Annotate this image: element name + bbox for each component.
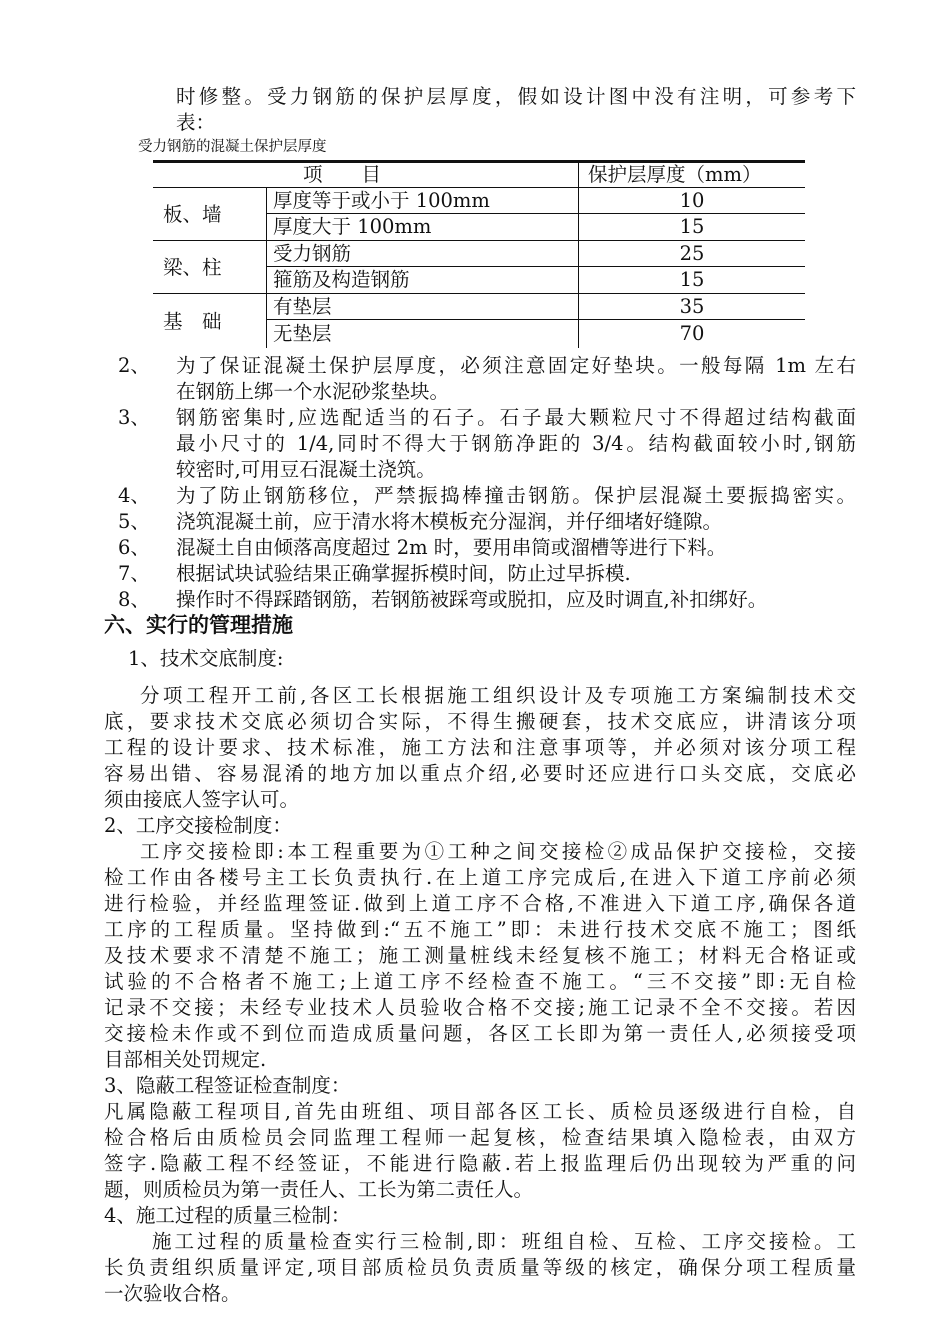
table-header-thickness: 保护层厚度（mm） <box>588 163 762 186</box>
list-item-line: 较密时,可用豆石混凝土浇筑。 <box>176 458 436 481</box>
section-heading: 六、实行的管理措施 <box>104 612 293 637</box>
table-cell-desc: 箍筋及构造钢筋 <box>273 268 410 291</box>
table-cell-desc: 有垫层 <box>273 295 332 318</box>
paragraph-line: 检工作由各楼号主工长负责执行.在上道工序完成后,在进入下道工序前必须 <box>104 866 856 889</box>
paragraph-line: 检合格后由质检员会同监理工程师一起复核，检查结果填入隐检表，由双方 <box>104 1126 856 1149</box>
paragraph-line: 试验的不合格者不施工;上道工序不经检查不施工。“三不交接”即:无自检 <box>104 970 856 993</box>
paragraph-line: 容易出错、容易混淆的地方加以重点介绍,必要时还应进行口头交底，交底必 <box>104 762 856 785</box>
list-item-number: 6、 <box>118 536 150 559</box>
paragraph-line: 须由接底人签字认可。 <box>104 788 300 811</box>
table-group-name: 基 础 <box>163 310 222 333</box>
paragraph-line: 及技术要求不清楚不施工；施工测量桩线未经复核不施工；材料无合格证或 <box>104 944 856 967</box>
table-header-item: 项 目 <box>303 163 382 186</box>
list-item-line: 根据试块试验结果正确掌握拆模时间，防止过早拆模. <box>176 562 631 585</box>
paragraph-line: 长负责组织质量评定,项目部质检员负责质量等级的核定，确保分项工程质量 <box>104 1256 856 1279</box>
paragraph-line: 底，要求技术交底必须切合实际，不得生搬硬套，技术交底应，讲清该分项 <box>104 710 856 733</box>
list-item-line: 操作时不得踩踏钢筋，若钢筋被踩弯或脱扣，应及时调直,补扣绑好。 <box>176 588 768 611</box>
table-cell-value: 15 <box>679 268 705 291</box>
paragraph-line: 进行检验，并经监理签证.做到上道工序不合格,不准进入下道工序,确保各道 <box>104 892 856 915</box>
paragraph-line: 工程的设计要求、技术标准，施工方法和注意事项等，并必须对该分项工程 <box>104 736 856 759</box>
list-item-line: 混凝土自由倾落高度超过 2m 时，要用串筒或溜槽等进行下料。 <box>176 536 727 559</box>
paragraph-line: 目部相关处罚规定. <box>104 1048 267 1071</box>
list-item-line: 浇筑混凝土前，应于清水将木模板充分湿润，并仔细堵好缝隙。 <box>176 510 723 533</box>
table-cell-value: 10 <box>679 189 705 212</box>
table-cell-value: 70 <box>679 322 705 345</box>
paragraph-line: 分项工程开工前,各区工长根据施工组织设计及专项施工方案编制技术交 <box>140 684 856 707</box>
table-group-name: 板、墙 <box>163 203 222 226</box>
list-item-number: 8、 <box>118 588 150 611</box>
list-item-line: 为了保证混凝土保护层厚度，必须注意固定好垫块。一般每隔 1m 左右 <box>176 354 856 377</box>
paragraph-line: 记录不交接；未经专业技术人员验收合格不交接;施工记录不全不交接。若因 <box>104 996 856 1019</box>
subsection-title: 2、工序交接检制度： <box>104 814 292 837</box>
table-cell-value: 35 <box>679 295 705 318</box>
table-cell-desc: 受力钢筋 <box>273 242 352 265</box>
paragraph-line: 凡属隐蔽工程项目,首先由班组、项目部各区工长、质检员逐级进行自检，自 <box>104 1100 856 1123</box>
list-item-number: 7、 <box>118 562 150 585</box>
table-cell-desc: 厚度大于 100mm <box>273 215 432 238</box>
intro-line: 表： <box>176 111 216 134</box>
intro-line: 时修整。受力钢筋的保护层厚度，假如设计图中没有注明，可参考下 <box>176 85 856 108</box>
paragraph-line: 施工过程的质量检查实行三检制,即：班组自检、互检、工序交接检。工 <box>152 1230 856 1253</box>
list-item-line: 为了防止钢筋移位，严禁振捣棒撞击钢筋。保护层混凝土要振捣密实。 <box>176 484 856 507</box>
table-cell-value: 15 <box>679 215 705 238</box>
subsection-title: 1、技术交底制度: <box>128 647 284 670</box>
table-cell-desc: 厚度等于或小于 100mm <box>273 189 490 212</box>
list-item-number: 3、 <box>118 406 150 429</box>
list-item-number: 2、 <box>118 354 150 377</box>
paragraph-line: 签字.隐蔽工程不经签证，不能进行隐蔽.若上报监理后仍出现较为严重的问 <box>104 1152 856 1175</box>
list-item-line: 钢筋密集时,应选配适当的石子。石子最大颗粒尺寸不得超过结构截面 <box>176 406 856 429</box>
subsection-title: 3、隐蔽工程签证检查制度： <box>104 1074 351 1097</box>
paragraph-line: 工序的工程质量。坚持做到:“五不施工”即：未进行技术交底不施工；图纸 <box>104 918 856 941</box>
paragraph-line: 一次验收合格。 <box>104 1282 241 1305</box>
list-item-line: 在钢筋上绑一个水泥砂浆垫块。 <box>176 380 450 403</box>
table-group-name: 梁、柱 <box>163 256 222 279</box>
paragraph-line: 交接检未作或不到位而造成质量问题，各区工长即为第一责任人,必须接受项 <box>104 1022 856 1045</box>
paragraph-line: 题，则质检员为第一责任人、工长为第二责任人。 <box>104 1178 534 1201</box>
subsection-title: 4、施工过程的质量三检制： <box>104 1204 351 1227</box>
table-caption: 受力钢筋的混凝土保护层厚度 <box>138 139 327 155</box>
list-item-number: 4、 <box>118 484 150 507</box>
table-cell-value: 25 <box>679 242 705 265</box>
paragraph-line: 工序交接检即:本工程重要为①工种之间交接检②成品保护交接检，交接 <box>140 840 856 863</box>
list-item-number: 5、 <box>118 510 150 533</box>
table-cell-desc: 无垫层 <box>273 322 332 345</box>
list-item-line: 最小尺寸的 1/4,同时不得大于钢筋净距的 3/4。结构截面较小时,钢筋 <box>176 432 856 455</box>
